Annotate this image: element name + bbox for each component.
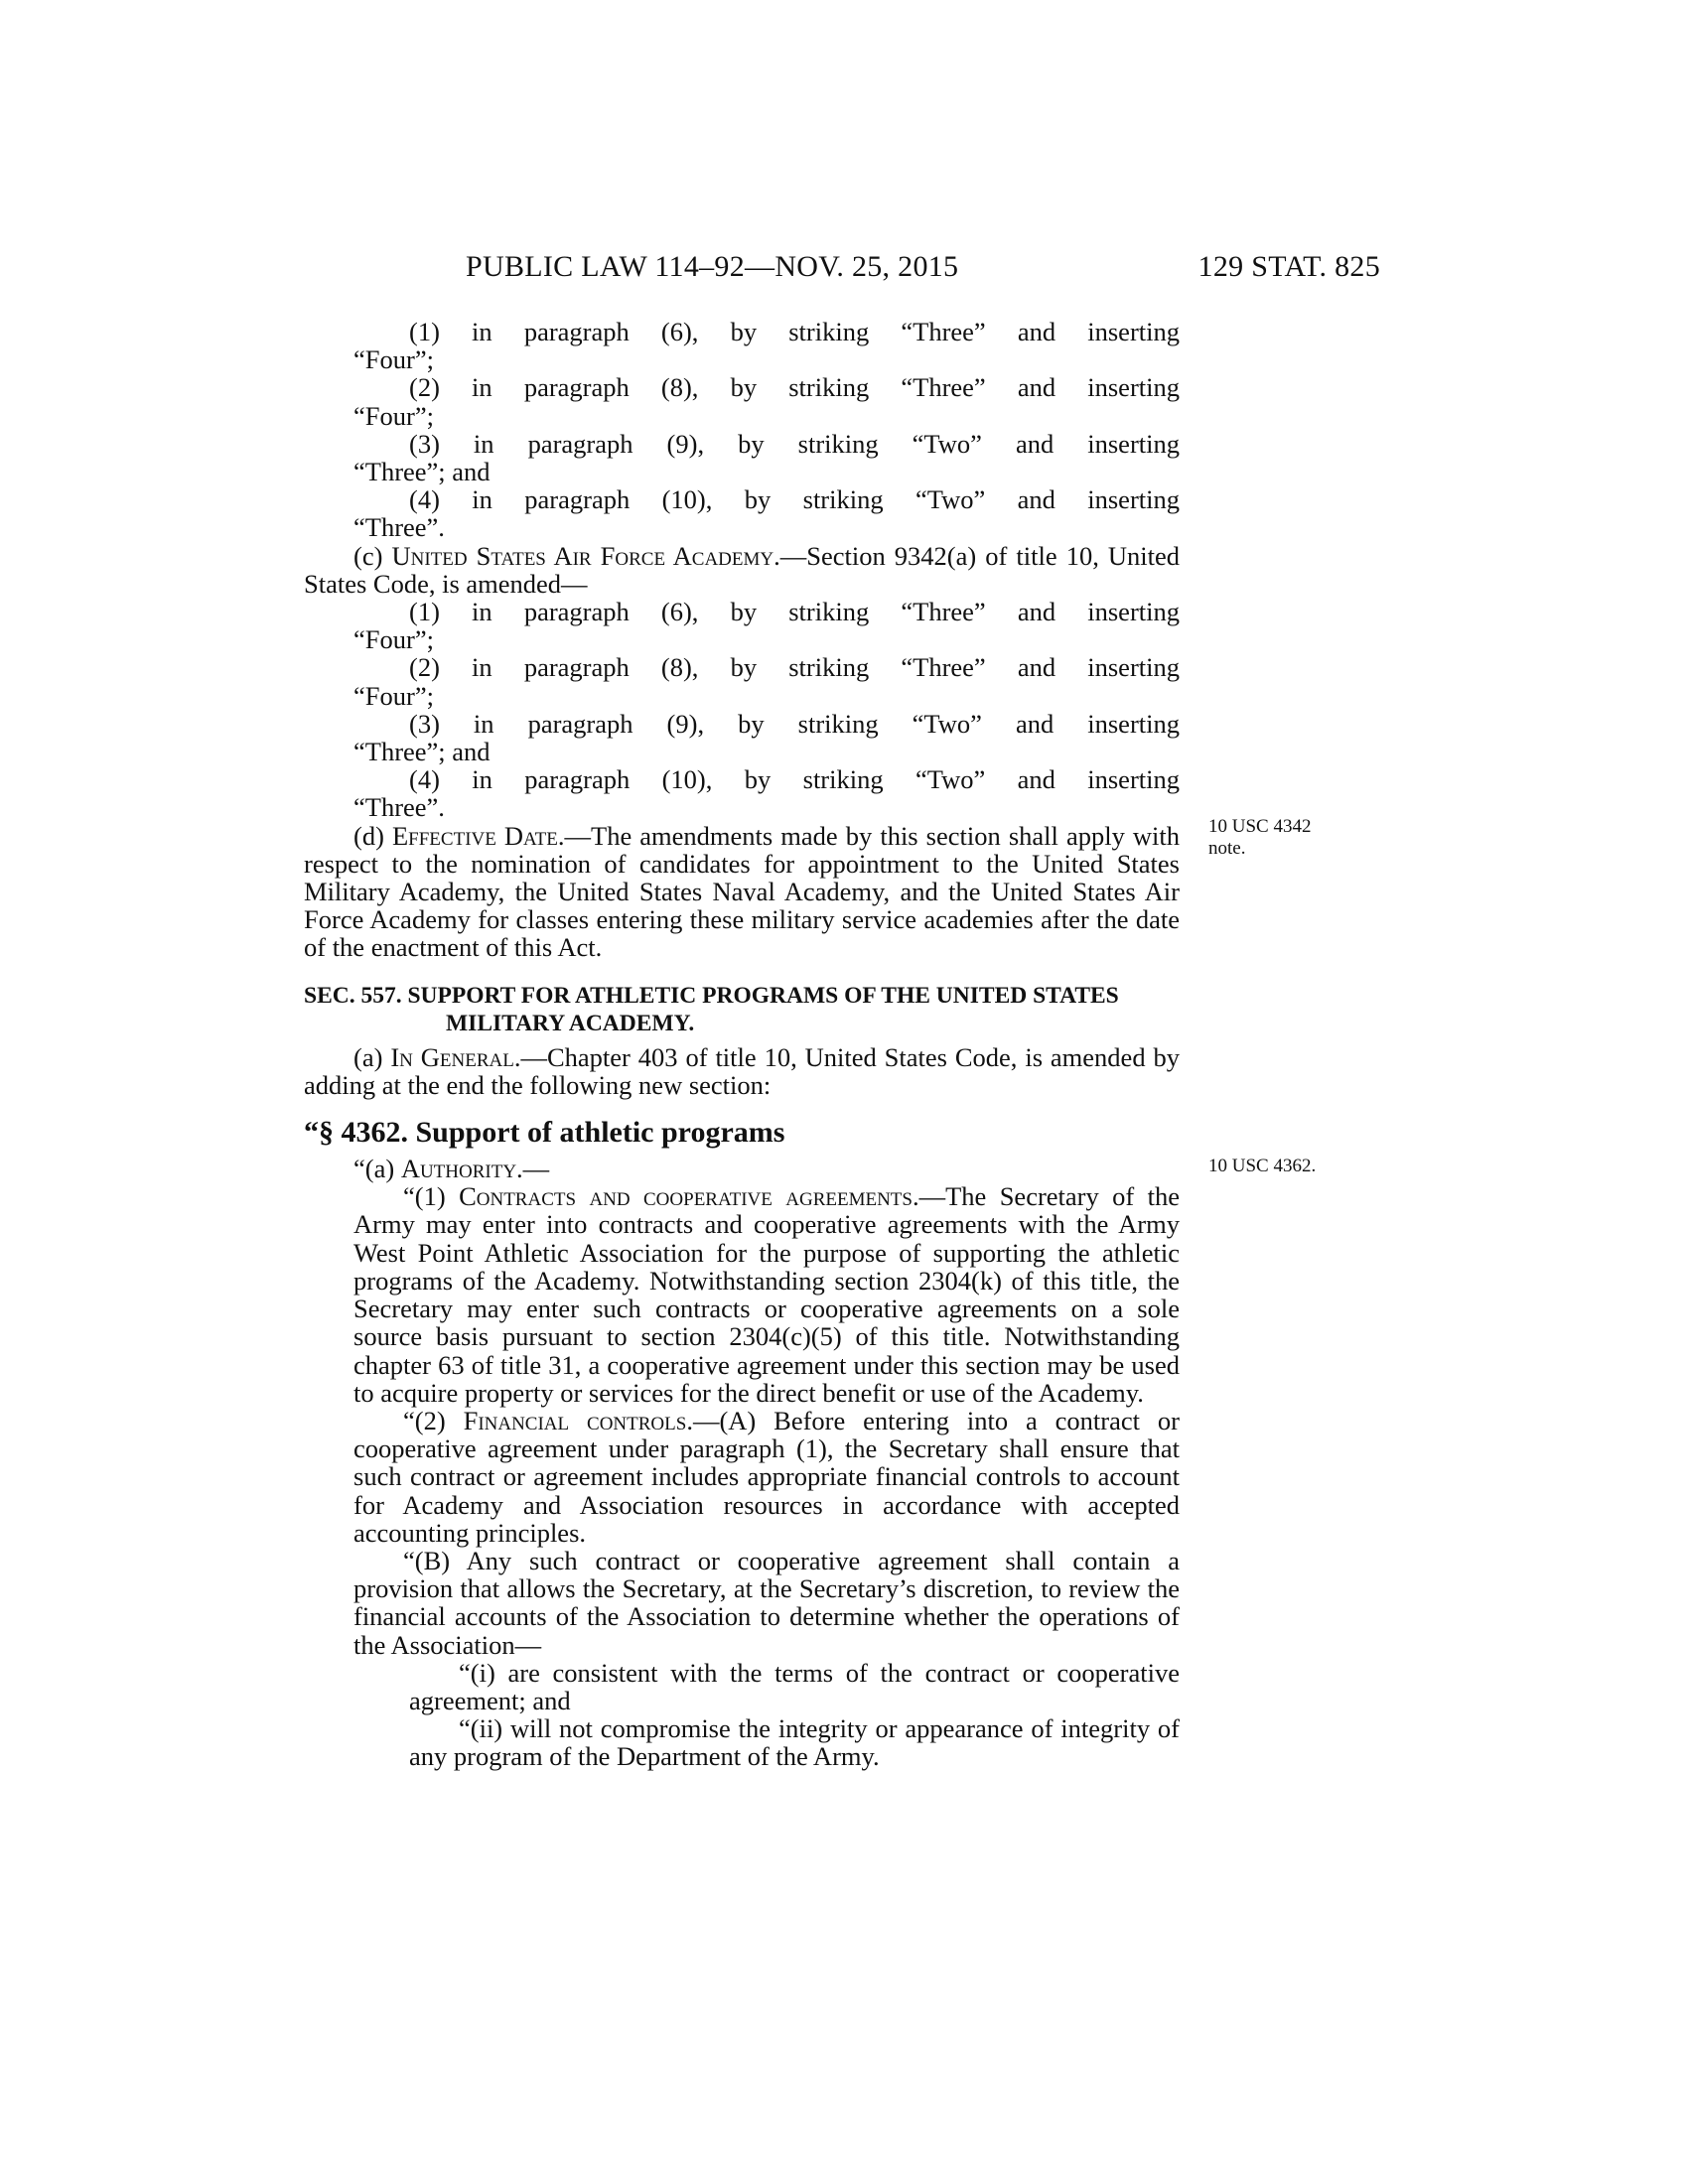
margin-note-10-usc-4342: 10 USC 4342 note. xyxy=(1208,816,1312,859)
paragraph-2-b: “(B) Any such contract or cooperative agreement shall contain a provision that allows the Secretary, at the Secretary’s discretion, to review the financial accounts of the Association to determine whether the operations of the Association— xyxy=(353,1545,1180,1660)
header-stat-page: 129 STAT. 825 xyxy=(1197,250,1380,283)
clause-ii: “(ii) will not compromise the integrity or appearance of integrity of any program of the Department of the Army. xyxy=(409,1713,1180,1772)
clause-i: “(i) are consistent with the terms of the contract or cooperative agreement; and xyxy=(409,1657,1180,1715)
list-item: (4) in paragraph (10), by striking “Two” and inserting “Three”. xyxy=(353,484,1180,543)
list-item: (2) in paragraph (8), by striking “Three” and inserting “Four”; xyxy=(353,652,1180,711)
list-item: (1) in paragraph (6), by striking “Three” and inserting “Four”; xyxy=(353,317,1180,375)
list-item: (4) in paragraph (10), by striking “Two” and inserting “Three”. xyxy=(353,764,1180,823)
subsection-c-heading: United States Air Force Academy xyxy=(391,540,774,571)
paragraph-1-heading: Contracts and cooperative agreements xyxy=(459,1181,913,1212)
subsection-c-items xyxy=(304,598,1180,822)
list-item: (1) in paragraph (6), by striking “Three” and inserting “Four”; xyxy=(353,597,1180,655)
list-item: (3) in paragraph (9), by striking “Two” and inserting “Three”; and xyxy=(353,708,1180,767)
subsection-a-heading: In General xyxy=(390,1041,514,1072)
paragraph-2-heading: Financial controls xyxy=(463,1405,687,1435)
document-body xyxy=(304,318,1180,1771)
header-law-citation: PUBLIC LAW 114–92—NOV. 25, 2015 xyxy=(466,250,959,283)
section-557-subsection-a: (a) In General.—Chapter 403 of title 10, United States Code, is amended by adding at the end the following new section: xyxy=(304,1041,1180,1100)
page-header xyxy=(298,250,1380,290)
paragraph-1: “(1) Contracts and cooperative agreements.—The Secretary of the Army may enter into contracts and cooperative agreements with the Army West Point Athletic Association for the purpose of supporting the athletic programs of the Academy. Notwithstanding section 2304(k) of this title, the Secretary may enter such contracts or cooperative agreements on a sole source basis pursuant to section 2304(c)(5) of this title. Notwithstanding chapter 63 of title 31, a cooperative agreement under this section may be used to acquire property or services for the direct benefit or use of the Academy. xyxy=(353,1181,1180,1408)
list-item: (2) in paragraph (8), by striking “Three” and inserting “Four”; xyxy=(353,372,1180,431)
section-557-heading: SEC. 557. SUPPORT FOR ATHLETIC PROGRAMS OF THE UNITED STATES MILITARY ACADEMY. xyxy=(304,982,1119,1036)
authority-heading: “(a) Authority.— xyxy=(353,1154,550,1184)
section-4362-title: “§ 4362. Support of athletic programs xyxy=(304,1116,785,1150)
subsection-c: (c) United States Air Force Academy.—Section 9342(a) of title 10, United States Code, is amended— xyxy=(304,540,1180,599)
subsection-d: (d) Effective Date.—The amendments made by this section shall apply with respect to the nomination of candidates for appointment to the United States Military Academy, the United States Naval Academy, and the United States Air Force Academy for classes entering these military service academies after the date of the enactment of this Act. xyxy=(304,820,1180,963)
paragraph-2: “(2) Financial controls.—(A) Before entering into a contract or cooperative agreement under paragraph (1), the Secretary shall ensure that such contract or agreement includes appropriate financial controls to account for Academy and Association resources in accordance with accepted accounting principles. xyxy=(353,1405,1180,1548)
margin-note-10-usc-4362: 10 USC 4362. xyxy=(1208,1156,1317,1176)
subsection-b-items xyxy=(304,318,1180,542)
subsection-d-heading: Effective Date xyxy=(391,820,558,851)
list-item: (3) in paragraph (9), by striking “Two” and inserting “Three”; and xyxy=(353,428,1180,487)
